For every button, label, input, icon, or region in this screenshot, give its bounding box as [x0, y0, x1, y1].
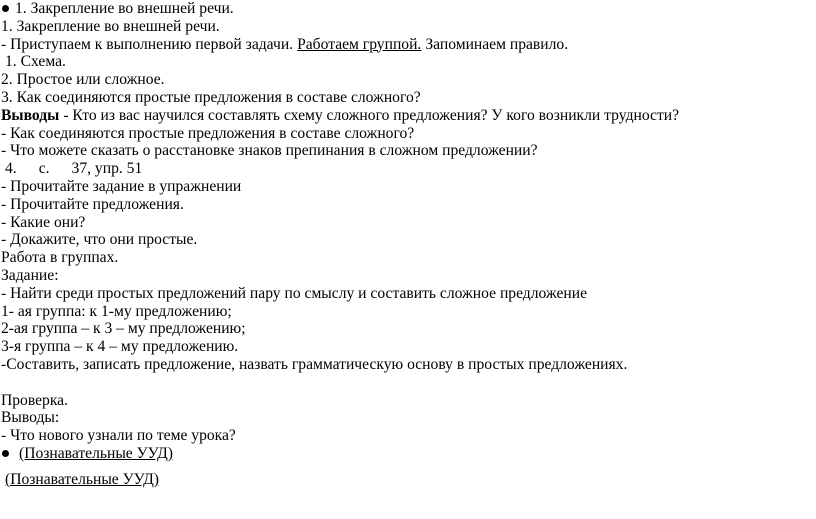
text-line: - Как соединяются простые предложения в составе сложного? — [1, 124, 415, 142]
text-line: - Докажите, что они простые. — [1, 231, 198, 249]
text-line: Выводы: — [1, 409, 60, 427]
task-line — [1, 36, 813, 54]
text-span: 1. Схема. — [5, 53, 66, 71]
text-line: 2-ая группа – к 3 – му предложению; — [1, 320, 246, 338]
text-line: Работа в группах. — [1, 249, 119, 267]
text-span: 37, упр. 51 — [71, 160, 143, 178]
text-line: 1- ая группа: к 1-му предложению; — [1, 302, 232, 320]
bullet-icon — [2, 5, 9, 12]
text-line: -Составить, записать предложение, назвать грамматическую основу в простых предложениях. — [1, 355, 628, 373]
text-line: Проверка. — [1, 391, 69, 409]
bullet-icon — [2, 450, 9, 457]
bullet-line-2 — [1, 445, 813, 463]
text-line: - Что можете сказать о расстановке знаков препинания в сложном предложении? — [1, 142, 538, 160]
bullet-line-1 — [1, 0, 813, 18]
text-line: Задание: — [1, 266, 59, 284]
text-line: - Прочитайте предложения. — [1, 195, 184, 213]
bold-heading: Выводы — [1, 106, 60, 124]
text-line: - Найти среди простых предложений пару по смыслу и составить сложное предложение — [1, 284, 588, 302]
list-item — [1, 53, 813, 71]
conclusions-line — [1, 107, 813, 125]
text-line: 1. Закрепление во внешней речи. — [15, 0, 234, 17]
underlined-text: (Познавательные УУД) — [19, 444, 173, 462]
blank-line — [1, 374, 813, 392]
text-line: - Какие они? — [1, 213, 86, 231]
text-span: Запоминаем правило. — [425, 35, 569, 53]
text-span: с. — [38, 160, 50, 178]
underlined-text: Работаем группой. — [297, 35, 422, 53]
document-body — [1, 0, 813, 489]
list-item: 2. Простое или сложное. — [1, 71, 165, 89]
text-line: - Что нового узнали по теме урока? — [1, 427, 236, 445]
text-line: 1. Закрепление во внешней речи. — [1, 17, 220, 35]
text-span: - Кто из вас научился составлять схему сложного предложения? У кого возникли трудности? — [63, 106, 680, 124]
underlined-text: (Познавательные УУД) — [5, 470, 159, 488]
exercise-line — [1, 160, 813, 178]
text-span: 4. — [5, 160, 17, 178]
footer-line — [1, 471, 813, 489]
text-line: - Прочитайте задание в упражнении — [1, 177, 242, 195]
text-line: 3-я группа – к 4 – му предложению. — [1, 338, 239, 356]
list-item: 3. Как соединяются простые предложения в составе сложного? — [1, 88, 421, 106]
text-span: - Приступаем к выполнению первой задачи. — [1, 35, 294, 53]
